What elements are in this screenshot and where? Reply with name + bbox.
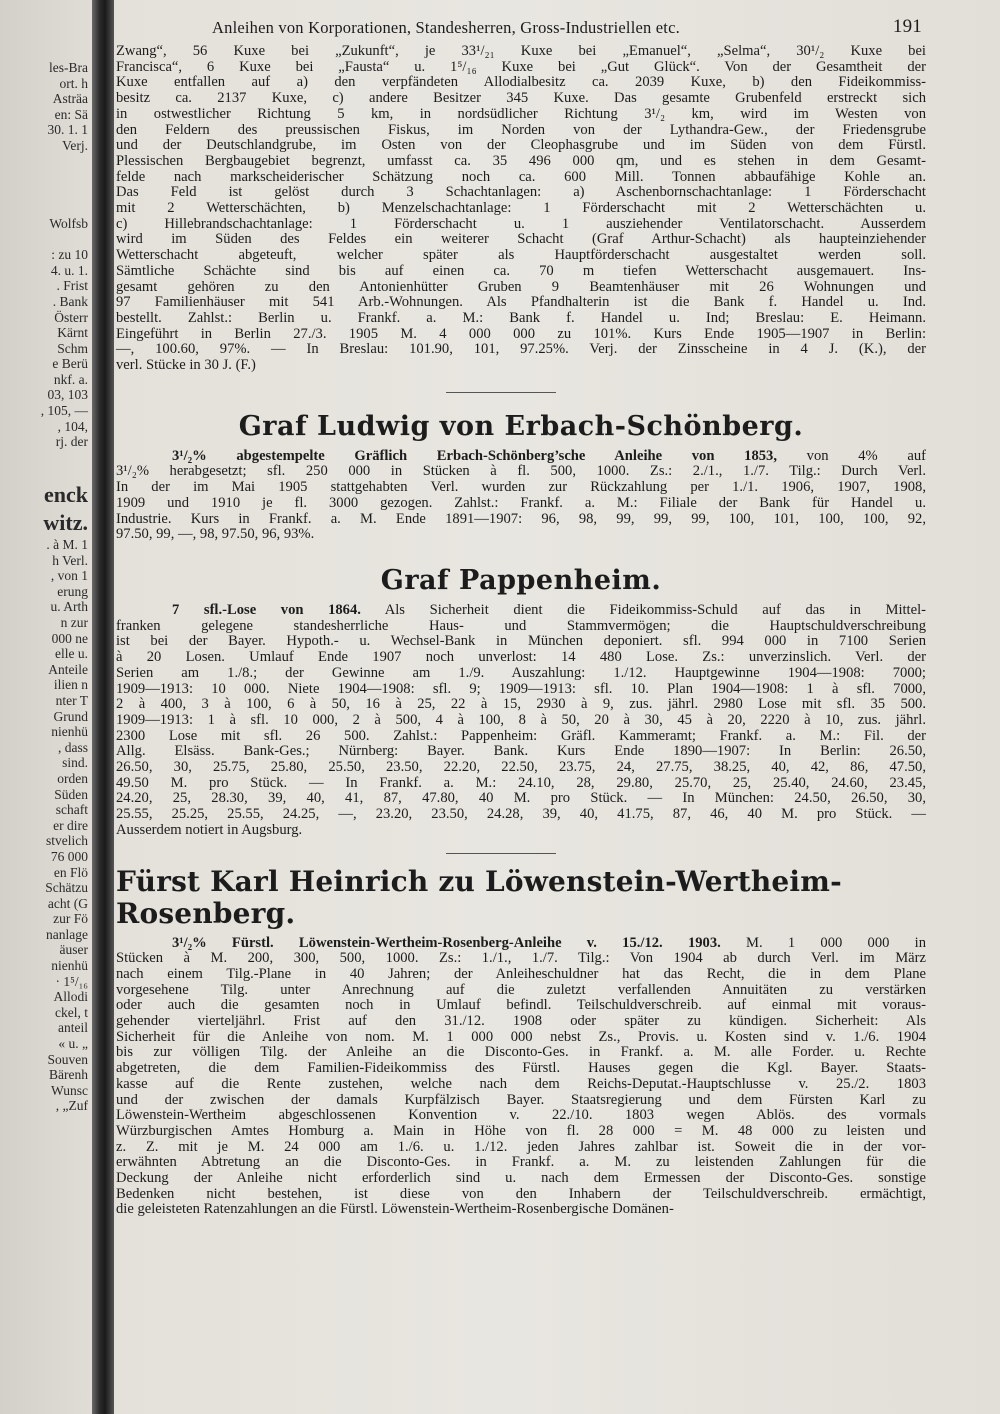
fragment-line: schaft [55,802,88,818]
fragment-line: stvelich [46,833,88,849]
section-divider [446,392,556,393]
text-line: 25.55, 25.25, 25.55, 24.25, —, 23.20, 23.50, 24.28, 39, 40, 41.75, 87, 46, 40 M. pro Stück. — [116,806,926,823]
fragment-line: , „Zuf [55,1098,88,1114]
fragment-line: äuser [59,942,88,958]
fragment-line: , dass [58,739,88,755]
text-line: Deckung der Anleihe nicht erforderlich sind u. nach dem Ermessen der Disconto-Ges. sonstige [116,1170,926,1187]
text-line: Kuxe entfallen auf a) den verpfändeten Allodialbesitz ca. 2039 Kuxe, b) den Fideikommiss- [116,74,926,91]
text-line: verl. Stücke in 30 J. (F.) [116,357,256,374]
text-line: felde nach markscheiderischer Schätzung noch ca. 600 Mill. Tonnen abbaufähige Kohle an. [116,168,926,185]
text-line: wird im Süden des Feldes ein weiterer Schacht (Graf Arthur-Schacht) als haupteinziehender [116,231,926,248]
fragment-line: acht (G [47,895,88,911]
fragment-line [0,450,92,466]
page-content [116,14,926,1218]
text-line: —, 100.60, 97%. — In Breslau: 101.90, 101, 97.25%. Verj. der Zinsscheine in 4 J. (K.), der [116,341,926,358]
fragment-line: . Bank [52,293,88,309]
text-line: gehender vierteljährl. Frist auf den 31./12. 1908 oder später zu kündigen. Sicherheit: Als [116,1013,926,1030]
text-line: Eingeführt in Berlin 27./3. 1905 M. 4 000 000 zu 101%. Kurs Ende 1905—1907 in Berlin: [116,325,926,342]
text-line: 49.50 M. pro Stück. — In Frankf. a. M.: 24.10, 28, 29.80, 25.70, 25, 25.40, 24.60, 23.45, [116,774,926,791]
text-line: c) Hillebrandschachtanlage: 1 Förderschacht u. 1 ausziehender Ventilatorschacht. Ausserdem [116,215,926,232]
page-number: 191 [892,16,922,37]
text-line: 3¹/₂% herabgesetzt; sfl. 250 000 in Stücken à fl. 500, 1000. Zs.: 2./1., 1./7. Tilg.: Durch Verl. [116,463,926,480]
fragment-line: ckel, t [55,1004,88,1020]
running-header [116,14,926,44]
text-line: mit 2 Wetterschächten, b) Menzelschachtanlage: 1 Förderschacht mit 2 Wetterschächten u. [116,200,926,217]
fragment-line: . à M. 1 [46,537,88,553]
fragment-line: , 104, [57,418,88,434]
fragment-line: « u. „ [58,1036,88,1052]
text-line: Stücken à M. 200, 300, 500, 1000. Zs.: 1./1., 1./7. Tilg.: Von 1904 ab durch Verl. im März [116,950,926,967]
text-line: 97.50, 99, —, 98, 97.50, 96, 93%. [116,526,315,543]
erbach-paragraph [116,449,926,543]
fragment-line: elle u. [55,646,88,662]
fragment-line: Anteile [48,661,88,677]
text-line: 1909 und 1910 je fl. 3000 gezogen. Zahlst.: Frankf. a. M.: Filiale der Bank für Handel u. [116,494,926,511]
text-line: Allg. Elsäss. Bank-Ges.; Nürnberg: Bayer. Bank. Kurs Ende 1890—1907: In Berlin: 26.50, [116,743,926,760]
text-line: Das Feld ist gelöst durch 3 Schachtanlagen: a) Aschenbornschachtanlage: 1 Förderschacht [116,184,926,201]
fragment-line: erung [57,583,88,599]
bond-title: 3¹/₂% abgestempelte Gräflich Erbach-Schönberg’sche Anleihe von 1853, [172,447,777,464]
text-line: ist bei der Bayer. Hypoth.- u. Wechsel-Bank in München deponiert. sfl. 994 000 in 7100 Serien [116,633,926,650]
fragment-line: 03, 103 [47,387,88,403]
fragment-line: , von 1 [50,568,88,584]
fragment-line [0,232,92,248]
fragment-line: nkf. a. [53,371,88,387]
fragment-line: ilien n [53,677,88,693]
text-line: oder auch die gesamten noch in Umlauf befindl. Teilschuldverschreib. auf einmal mit voraus- [116,997,926,1014]
loewenstein-paragraph [116,936,926,1219]
fragment-line: Grund [53,708,88,724]
heading-loewenstein: Fürst Karl Heinrich zu Löwenstein-Wertheim-Rosenberg. [116,864,842,930]
fragment-line: 4. u. 1. [50,262,88,278]
fragment-line: Kärnt [57,325,88,341]
fragment-line: h Verl. [52,552,88,568]
previous-page-fragment [0,60,92,1414]
heading-erbach: Graf Ludwig von Erbach-Schönberg. [238,410,804,442]
text-segment: von 4% auf [776,447,926,464]
fragment-line [0,200,92,216]
fragment-line: · 1⁵/₁₆ [55,973,88,989]
text-line: z. Z. mit je M. 24 000 am 1./6. u. 1./12. jeden Jahres zahlbar ist. Soweit die in der vor- [116,1138,926,1155]
text-line: Löwenstein-Wertheim abgeschlossenen Konvention v. 22./10. 1803 wegen Ablös. des vormals [116,1107,926,1124]
text-line: und der Deutschlandgrube, im Osten von der Cleophasgrube und im Süden von dem Fürstl. [116,137,926,154]
fragment-line: zur Fö [53,911,88,927]
text-line: Francisca“, 6 Kuxe bei „Fausta“ u. 1⁵/₁₆ Kuxe bei „Gut Glück“. Von der Gesamtheit der [116,58,926,75]
text-segment: M. 1 000 000 in [720,934,926,951]
text-line: bestellt. Zahlst.: Berlin u. Frankf. a. M.: Bank f. Handel u. Ind; Breslau: E. Heimann. [116,309,926,326]
text-line: erwähnten Abtretung an die Disconto-Ges. in Frankf. a. M. zu leistenden Zahlungen für die [116,1154,926,1171]
text-line: 26.50, 30, 25.75, 25.80, 25.50, 23.50, 22.20, 22.50, 23.75, 24, 27.75, 38.25, 40, 42, 86, 47.50, [116,759,926,776]
fragment-line: orden [57,770,88,786]
fragment-line: Allodi [53,989,88,1005]
text-line [116,936,926,952]
text-line: 2300 Lose mit sfl. 26 500. Zahlst.: Pappenheim: Gräfl. Kammeramt; Frankf. a. M.: Fil. der [116,727,926,744]
fragment-line [0,169,92,185]
text-line: abgetreten, die dem Familien-Fideikommiss des Fürstl. Hauses gegen die Kgl. Bayer. Staats- [116,1060,926,1077]
book-gutter [92,0,114,1414]
text-line: Serien am 1./8.; der Gewinne am 1./9. Auszahlung: 1./12. Hauptgewinne 1904—1908: 7000; [116,664,926,681]
fragment-line: Souven [47,1051,88,1067]
fragment-line: Schm [57,340,88,356]
fragment-line: : zu 10 [51,247,88,263]
fragment-line: er dire [53,817,88,833]
fragment-line: Asträa [52,91,88,107]
text-line: Bedenken nicht bestehen, ist diese von den Inhabern der Teilschuldverschreib. ermächtigt, [116,1185,926,1202]
fragment-line: nter T [55,692,88,708]
fragment-line [0,154,92,170]
text-line: 24.20, 25, 28.30, 39, 40, 41, 87, 47.80, 40 M. pro Stück. — In München: 24.50, 26.50, 30, [116,790,926,807]
fragment-line: nienhü [51,724,88,740]
fragment-line: , 105, — [40,403,88,419]
text-line: Sicherheit für die Anleihe von nom. M. 1 000 000 nebst Zs., Provis. u. Kosten sind v. 1./6. 1904 [116,1028,926,1045]
fragment-line: u. Arth [50,599,88,615]
text-line: Ausserdem notiert in Augsburg. [116,821,303,838]
fragment-line: rj. der [55,434,88,450]
fragment-line: n zur [60,615,88,630]
fragment-line: ort. h [59,75,88,91]
text-line [116,603,926,619]
fragment-line: nanlage [46,926,88,942]
text-line: Plessischen Bergbaugebiet begrenzt, umfasst ca. 35 496 000 qm, und es stehen in dem Gesamt- [116,152,926,169]
heading-pappenheim: Graf Pappenheim. [380,564,662,596]
fragment-line: Österr [54,309,88,325]
fragment-line: Wunsc [51,1082,88,1098]
text-line: Sämtliche Schächte sind bis auf einen ca. 70 m tiefen Wetterschacht ausgemauert. Ins- [116,262,926,279]
text-line: 1909—1913: 10 000. Niete 1904—1908: sfl. 9; 1909—1913: sfl. 10. Plan 1904—1908: 1 à sfl. 7000, [116,680,926,697]
continuation-paragraph [116,44,926,374]
text-line: à 20 Losen. Umlauf Ende 1907 noch unverlost: 14 480 Lose. Zs.: unverzinslich. Verl. der [116,649,926,666]
fragment-line: Verj. [62,137,88,153]
text-line: nach einem Tilg.-Plane in 40 Jahren; der Anleiheschuldner hat das Recht, die in dem Plane [116,965,926,982]
fragment-line [0,185,92,201]
pappenheim-paragraph [116,603,926,839]
text-line: bis zur völligen Tilg. der Anleihe an die Disconto-Ges. in Frankf. a. M. alle Forder. u. Rechte [116,1044,926,1061]
fragment-line: witz. [43,510,88,536]
text-line: kasse auf die Rente zustehen, welche nach dem Reichs-Deputat.-Hauptschlusse v. 25./2. 1803 [116,1075,926,1092]
fragment-line: les-Bra [49,60,88,75]
fragment-line: enck [44,482,88,508]
text-line: vorgesehene Tilg. unter Anrechnung auf die zuletzt verfallenden Annuitäten zu verstärken [116,981,926,998]
fragment-line: Schätzu [45,880,88,896]
text-line: gesamt gehören zu den Antonienhütter Gruben 9 Beamtenhäuser mit 26 Wohnungen und [116,278,926,295]
fragment-line: en Flö [53,864,88,880]
fragment-line: Bärenh [49,1067,88,1083]
text-line: In der im Mai 1905 stattgehabten Verl. wurden zur Rückzahlung per 1./1. 1906, 1907, 1908, [116,479,926,496]
fragment-line: anteil [58,1020,88,1036]
fragment-line: 30. 1. 1 [47,122,88,138]
bond-title: 3¹/₂% Fürstl. Löwenstein-Wertheim-Rosenberg-Anleihe v. 15./12. 1903. [172,934,721,951]
text-line: die geleisteten Ratenzahlungen an die Fürstl. Löwenstein-Wertheim-Rosenbergische Domänen- [116,1201,674,1218]
text-line: besitz ca. 2137 Kuxe, c) andere Besitzer 345 Kuxe. Das gesamte Grubenfeld erstreckt sich [116,90,926,107]
text-line: franken gelegene standesherrliche Haus- und Stammvermögen; die Hauptschuldverschreibung [116,617,926,634]
fragment-line: Wolfsb [49,215,88,231]
fragment-line: Süden [54,786,88,802]
text-line: Zwang“, 56 Kuxe bei „Zukunft“, je 33¹/₂₁ Kuxe bei „Emanuel“, „Selma“, 30¹/₂ Kuxe bei [116,43,926,59]
text-segment: Als Sicherheit dient die Fideikommiss-Schuld auf das in Mittel- [360,601,926,618]
text-line: und der zwischen der damals Kurpfälzisch Bayer. Staatsregierung und dem Fürsten Karl zu [116,1091,926,1108]
fragment-line: . Frist [56,278,88,294]
text-line: Würzburgischen Amtes Homburg a. Main in Höhe von fl. 28 000 = M. 48 000 zu leisten und [116,1122,926,1139]
bond-title: 7 sfl.-Lose von 1864. [172,601,361,618]
text-line: in ostwestlicher Richtung 5 km, in nordsüdlicher Richtung 3¹/₂ km, wird im Westen von [116,105,926,122]
fragment-line [0,465,92,481]
fragment-line: 000 ne [51,630,88,646]
section-divider [446,853,556,854]
fragment-line: 76 000 [50,848,88,864]
fragment-line: e Berü [52,356,88,372]
text-line: Industrie. Kurs in Frankf. a. M. Ende 1891—1907: 96, 98, 99, 99, 99, 100, 101, 100, 100, 92, [116,510,926,527]
fragment-line: sind. [62,755,88,771]
text-line: 1909—1913: 1 à sfl. 10 000, 2 à 500, 4 à 100, 8 à 50, 20 à 30, 45 à 20, 2220 à 10, zus. jährl. [116,711,926,728]
fragment-line: en: Sä [54,106,88,122]
text-line: 2 à 400, 3 à 100, 6 à 50, 16 à 25, 22 à 15, 2930 à 9, zus. jährl. 2980 Lose mit sfl. 35 500. [116,696,926,713]
running-title: Anleihen von Korporationen, Standesherren, Gross-Industriellen etc. [212,18,680,37]
text-line: den Feldern des preussischen Fiskus, im Norden von der Lythandra-Gew., der Friedensgrube [116,121,926,138]
text-line: Wetterschacht abgeteuft, welcher später als Hauptförderschacht ausgestaltet werden soll. [116,247,926,264]
text-line: 97 Familienhäuser mit 541 Arb.-Wohnungen. Als Pfandhalterin ist die Bank f. Handel u. Ind. [116,294,926,311]
text-line [116,449,926,465]
fragment-line: nienhü [51,958,88,974]
